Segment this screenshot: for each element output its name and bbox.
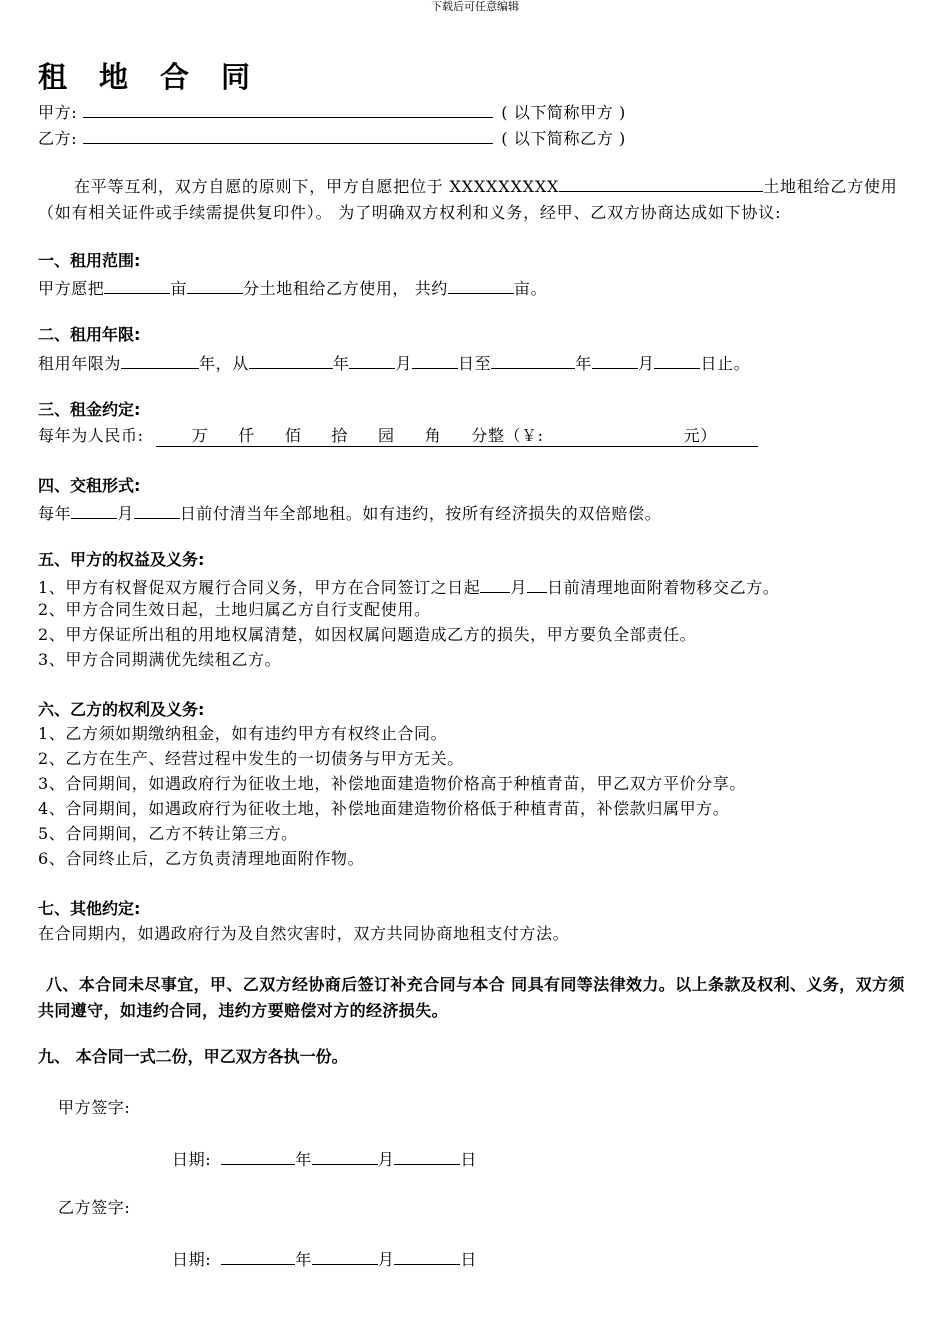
rent-amount-field[interactable] [156,426,758,447]
section-5-item-3: 2、甲方保证所出租的用地权属清楚，如因权属问题造成乙方的损失，甲方要负全部责任。 [38,625,697,644]
date-label: 日期: [172,1150,212,1169]
date-month-label: 月 [377,1150,395,1169]
s3-text-1: 每年为人民币: [38,426,144,445]
end-year-blank[interactable] [491,351,575,369]
pay-month-blank[interactable] [71,501,117,519]
section-6-item: 5、合同期间，乙方不转让第三方。 [38,824,298,843]
section-6-item: 6、合同终止后，乙方负责清理地面附作物。 [38,849,365,868]
s4-text-1: 每年 [38,504,72,523]
party-a-label: 甲方: [38,103,78,122]
section-8-paragraph: 八、本合同未尽事宜，甲、乙双方经协商后签订补充合同与本合 同具有同等法律效力。以上条款及权利、义务，双方须共同遵守，如违约合同，违约方要赔偿对方的经济损失。 [38,975,905,1020]
s5-item-1-text-b: 月 [510,578,527,597]
unit-qian: 仟 [238,426,255,445]
section-7-heading: 七、其他约定: [38,899,141,918]
date-year-blank[interactable] [221,1147,295,1165]
start-day-blank[interactable] [412,351,458,369]
party-b-line [38,126,626,149]
handover-month-blank[interactable] [480,575,510,593]
unit-yuan: 园 [378,426,395,445]
party-b-label: 乙方: [38,129,78,148]
end-month-blank[interactable] [592,351,638,369]
intro-text-2: 土地租给乙方使用（如有相关证件或手续需提供复印件）。 为了明确双方权利和义务，经甲、乙双方协商达成如下协议: [38,177,898,222]
date-day-blank[interactable] [394,1147,460,1165]
section-3-line [38,426,758,447]
section-4-line [38,501,661,524]
party-a-date-line [172,1147,477,1170]
intro-paragraph [38,174,914,226]
party-b-note: ( 以下简称乙方 ) [501,129,626,148]
section-6-item: 1、乙方须如期缴纳租金，如有违约甲方有权终止合同。 [38,724,448,743]
date-year-label: 年 [295,1250,312,1269]
s1-text-1: 甲方愿把 [38,279,105,298]
section-1-line [38,276,547,299]
section-2-heading: 二、租用年限: [38,325,141,344]
section-2-line [38,351,750,374]
date-month-label: 月 [377,1250,395,1269]
s2-text-2: 年，从 [199,354,249,373]
date-day-label: 日 [460,1150,478,1169]
section-1-heading: 一、租用范围: [38,251,141,270]
pay-day-blank[interactable] [134,501,180,519]
s2-text-4: 月 [395,354,413,373]
date-day-blank[interactable] [394,1247,460,1265]
s1-text-2: 亩 [170,279,188,298]
section-6-heading: 六、乙方的权利及义务: [38,700,205,719]
date-month-blank[interactable] [312,1147,378,1165]
section-5-heading: 五、甲方的权益及义务: [38,550,205,569]
years-blank[interactable] [121,351,199,369]
party-a-note: ( 以下简称甲方 ) [501,103,626,122]
unit-jiao: 角 [424,426,442,445]
section-6-item: 3、合同期间，如遇政府行为征收土地，补偿地面建造物价格高于种植青苗，甲乙双方平价分享。 [38,774,746,793]
s5-item-1-text-a: 1、甲方有权督促双方履行合同义务，甲方在合同签订之日起 [38,578,481,597]
section-9-text: 九、 本合同一式二份，甲乙双方各执一份。 [38,1047,348,1066]
date-year-label: 年 [295,1150,312,1169]
start-month-blank[interactable] [349,351,395,369]
section-7-text: 在合同期内，如遇政府行为及自然灾害时，双方共同协商地租支付方法。 [38,924,570,943]
unit-bai: 佰 [284,426,302,445]
mu-blank[interactable] [104,276,170,294]
section-6-item: 2、乙方在生产、经营过程中发生的一切债务与甲方无关。 [38,749,464,768]
s4-text-2: 月 [117,504,134,523]
party-a-signature-label: 甲方签字: [58,1098,131,1117]
unit-end: 元） [683,426,717,445]
intro-text-1: 在平等互利，双方自愿的原则下，甲方自愿把位于 XXXXXXXXX [74,177,560,196]
page-title: 租地合同 [38,60,283,94]
section-5-item-1 [38,575,779,598]
fen-blank[interactable] [187,276,243,294]
section-5-item-4: 3、甲方合同期满优先续租乙方。 [38,650,282,669]
party-b-signature-label: 乙方签字: [58,1198,131,1217]
s2-text-6: 年 [575,354,592,373]
handover-day-blank[interactable] [527,575,547,593]
party-a-blank[interactable] [83,100,493,118]
total-mu-blank[interactable] [448,276,514,294]
party-b-blank[interactable] [83,126,493,144]
s1-text-3: 分土地租给乙方使用， 共约 [243,279,448,298]
s2-text-1: 租用年限为 [38,354,122,373]
unit-wan: 万 [191,426,209,445]
header-note: 下载后可任意编辑 [431,0,519,13]
s2-text-3: 年 [332,354,350,373]
start-year-blank[interactable] [249,351,333,369]
s2-text-8: 日止。 [700,354,751,373]
section-6-item: 4、合同期间，如遇政府行为征收土地，补偿地面建造物价格低于种植青苗，补偿款归属甲方。 [38,799,730,818]
date-year-blank[interactable] [221,1247,295,1265]
end-day-blank[interactable] [654,351,700,369]
unit-fen: 分整（￥: [471,426,544,445]
date-month-blank[interactable] [312,1247,378,1265]
section-3-heading: 三、租金约定: [38,400,141,419]
party-b-date-line [172,1247,477,1270]
unit-shi: 拾 [331,426,349,445]
date-label: 日期: [172,1250,212,1269]
date-day-label: 日 [460,1250,478,1269]
s4-text-3: 日前付清当年全部地租。如有违约，按所有经济损失的双倍赔偿。 [179,504,662,523]
s1-text-4: 亩。 [513,279,548,298]
location-blank[interactable] [559,174,763,192]
party-a-line [38,100,626,123]
s2-text-5: 日至 [458,354,492,373]
s5-item-1-text-c: 日前清理地面附着物移交乙方。 [547,578,780,597]
section-4-heading: 四、交租形式: [38,476,141,495]
section-5-item-2: 2、甲方合同生效日起，土地归属乙方自行支配使用。 [38,600,431,619]
s2-text-7: 月 [637,354,655,373]
